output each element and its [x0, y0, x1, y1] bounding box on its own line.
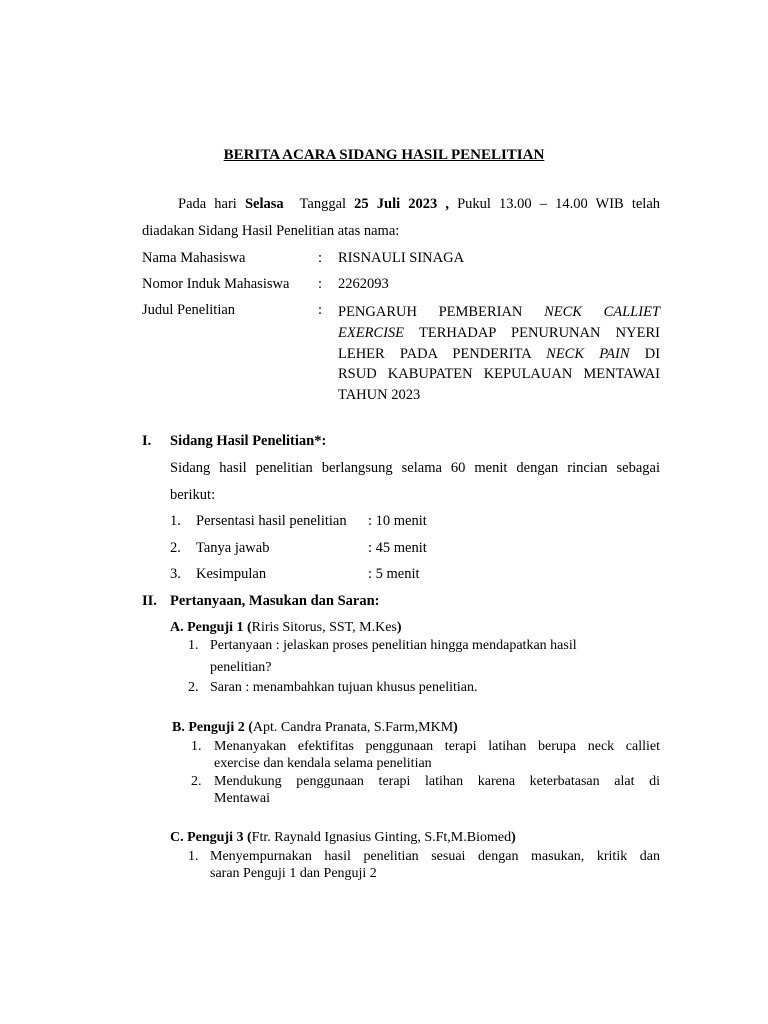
penguji-3-heading: C. Penguji 3 (Ftr. Raynald Ignasius Ginting, S.Ft,M.Biomed): [170, 830, 516, 845]
section-1-title: Sidang Hasil Penelitian*:: [170, 433, 327, 449]
intro-date: 25 Juli 2023 ,: [354, 196, 449, 212]
rundown-number: 3.: [170, 566, 181, 582]
section-1-paragraph-line-2: berikut:: [170, 487, 216, 503]
item-number: 2.: [191, 774, 202, 789]
section-1-number: I.: [142, 433, 152, 449]
item-text: penelitian?: [210, 660, 272, 675]
intro-line-2: diadakan Sidang Hasil Penelitian atas nama:: [142, 223, 400, 239]
rundown-number: 1.: [170, 513, 181, 529]
judul-value: [338, 302, 660, 406]
item-text: Mendukung penggunaan terapi latihan karena keterbatasan alat di: [214, 774, 660, 789]
item-number: 1.: [188, 638, 199, 653]
rundown-duration: : 5 menit: [368, 566, 420, 582]
item-text: exercise dan kendala selama penelitian: [214, 756, 432, 771]
name-label: Nama Mahasiswa: [142, 250, 246, 266]
intro-line-1: [142, 196, 660, 213]
rundown-number: 2.: [170, 540, 181, 556]
item-number: 2.: [188, 680, 199, 695]
judul-line: LEHER PADA PENDERITA NECK PAIN DI: [338, 345, 661, 362]
item-text: Menyempurnakan hasil penelitian sesuai dengan masukan, kritik dan: [210, 849, 660, 864]
item-number: 1.: [188, 849, 199, 864]
rundown-duration: : 45 menit: [368, 540, 427, 556]
colon: :: [318, 302, 323, 318]
colon: :: [318, 250, 323, 266]
intro-text: Tanggal: [299, 196, 347, 212]
intro-text: Pada hari: [178, 196, 237, 212]
item-text: Mentawai: [214, 791, 270, 806]
item-text: Menanyakan efektifitas penggunaan terapi latihan berupa neck calliet: [214, 739, 660, 754]
intro-text: Pukul 13.00 – 14.00 WIB telah: [457, 196, 661, 212]
judul-line: EXERCISE TERHADAP PENURUNAN NYERI: [338, 324, 660, 341]
penguji-2-heading: B. Penguji 2 (Apt. Candra Pranata, S.Farm,MKM): [172, 720, 458, 735]
judul-line: TAHUN 2023: [338, 387, 421, 404]
name-value: RISNAULI SINAGA: [338, 250, 465, 266]
colon: :: [318, 276, 323, 292]
penguji-1-heading: A. Penguji 1 (Riris Sitorus, SST, M.Kes): [170, 620, 402, 635]
item-number: 1.: [191, 739, 202, 754]
rundown-label: Kesimpulan: [196, 566, 267, 582]
rundown-duration: : 10 menit: [368, 513, 427, 529]
item-text: Saran : menambahkan tujuan khusus penelitian.: [210, 680, 478, 695]
judul-label: Judul Penelitian: [142, 302, 236, 318]
intro-day: Selasa: [244, 196, 284, 212]
section-2-number: II.: [142, 593, 157, 609]
section-2-title: Pertanyaan, Masukan dan Saran:: [170, 593, 380, 609]
item-text: saran Penguji 1 dan Penguji 2: [210, 866, 377, 881]
nim-value: 2262093: [338, 276, 389, 292]
judul-line: PENGARUH PEMBERIAN NECK CALLIET: [338, 304, 660, 320]
document-title: BERITA ACARA SIDANG HASIL PENELITIAN: [223, 147, 545, 163]
rundown-label: Tanya jawab: [196, 540, 270, 556]
judul-line: RSUD KABUPATEN KEPULAUAN MENTAWAI: [338, 366, 660, 383]
rundown-label: Persentasi hasil penelitian: [196, 513, 347, 529]
section-1-paragraph-line-1: Sidang hasil penelitian berlangsung selama 60 menit dengan rincian sebagai: [170, 460, 660, 476]
item-text: Pertanyaan : jelaskan proses penelitian hingga mendapatkan hasil: [210, 638, 577, 653]
nim-label: Nomor Induk Mahasiswa: [142, 276, 290, 292]
